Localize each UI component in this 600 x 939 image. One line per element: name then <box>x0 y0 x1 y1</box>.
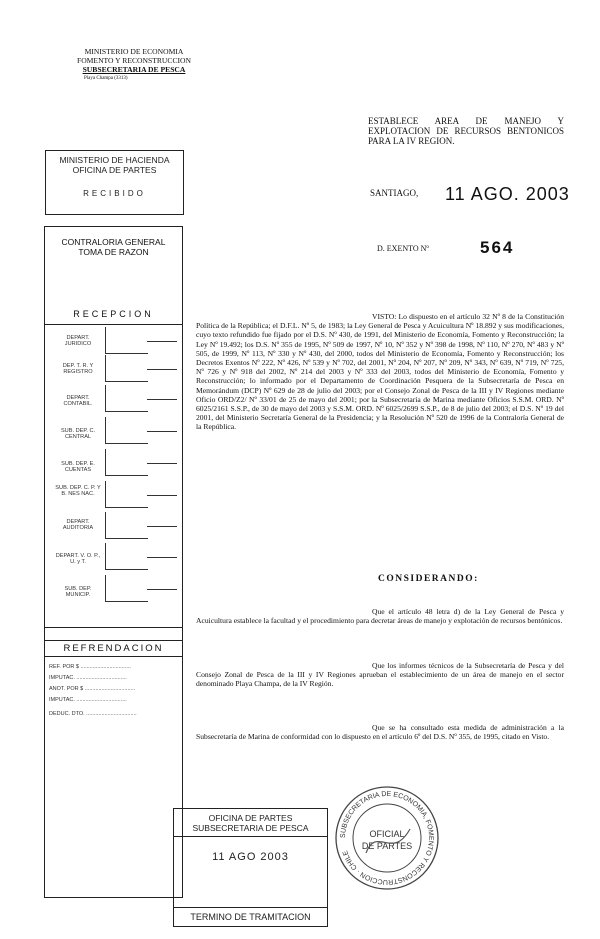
dept-registro: DEP. T. R. Y REGISTRO <box>62 363 94 376</box>
letterhead-subsecretaria: SUBSECRETARIA DE PESCA <box>82 65 186 74</box>
considerando-2: Que los informes técnicos de la Subsecretaría de Pesca y del Consejo Zonal de Pesca de la III y IV Regiones aprueban el establecimiento de un área de manejo en el sector denominado Playa Champa, de la IV Región. <box>196 661 564 689</box>
exento-number: 564 <box>480 238 515 257</box>
ofic-stamp-line2: SUBSECRETARIA DE PESCA <box>174 823 327 837</box>
exento-label: D. EXENTO Nº <box>377 244 429 253</box>
seal-center-partes: DE PARTES <box>361 841 413 851</box>
dept-municip: SUB. DEP. MUNICIP. <box>64 586 92 599</box>
decree-date-stamp: 11 AGO. 2003 <box>445 184 570 204</box>
dept-box <box>105 385 148 412</box>
ref-row: IMPUTAC. ................................. <box>49 675 127 681</box>
dept-box <box>105 327 148 354</box>
dept-central: SUB. DEP. C. CENTRAL <box>60 428 96 441</box>
letterhead-reference: Playa Champa (3313) <box>84 76 128 81</box>
letterhead-ministry: MINISTERIO DE ECONOMIA <box>84 47 184 56</box>
dept-line <box>147 589 177 590</box>
oficina-partes-stamp <box>173 808 328 927</box>
dept-line <box>147 369 177 370</box>
dept-line <box>147 463 177 464</box>
place-label: SANTIAGO, <box>370 188 419 198</box>
seal-center-oficial: OFICIAL <box>369 829 405 839</box>
dept-line <box>147 341 177 342</box>
ofic-stamp-line1: OFICINA DE PARTES <box>208 813 293 823</box>
dept-box <box>105 543 148 570</box>
decree-title: ESTABLECE AREA DE MANEJO Y EXPLOTACION DE RECURSOS BENTONICOS PARA LA IV REGION. <box>368 116 564 146</box>
contraloria-divider <box>45 627 182 628</box>
dept-auditoria: DEPART. AUDITORIA <box>62 519 94 532</box>
dept-box <box>105 575 148 602</box>
dept-box <box>105 449 148 476</box>
hacienda-received-stamp <box>45 150 184 215</box>
dept-contabil: DEPART. CONTABIL. <box>63 395 93 408</box>
ref-row: ANOT. POR $ ................................. <box>49 686 136 692</box>
considerando-1: Que el artículo 48 letra d) de la Ley General de Pesca y Acuicultura establece la facultad y el procedimiento para decretar áreas de manejo y explotación de recursos bentónicos. <box>196 607 564 626</box>
letterhead-fomento: FOMENTO Y RECONSTRUCCION <box>76 56 192 65</box>
dept-box <box>105 481 148 508</box>
dept-cuentas: SUB. DEP. E. CUENTAS <box>61 461 95 474</box>
ofic-stamp-date: 11 AGO 2003 <box>212 851 289 863</box>
visto-paragraph: VISTO: Lo dispuesto en el artículo 32 Nº 8 de la Constitución Política de la República; el D.F.L. Nº 5, de 1983; la Ley General de Pesca y Acuicultura Nº 18.892 y sus modificaciones, cuyo texto refundido fue fijado por el D.S. Nº 430, de 1991, del Ministerio de Economía, Fomento y Reconstrucción; la Ley Nº 19.492; los D.S. Nº 355 de 1995, Nº 509 de 1997, Nº 10, Nº 352 y Nº 398 de 1998, Nº 110, Nº 270, Nº 483 y Nº 505, de 1999, Nº 113, Nº 330 y Nº 430, del 2000, todos del Ministerio de Economía, Fomento y Reconstrucción; los Decretos Exentos Nº 222, Nº 426, Nº 539 y Nº 702, del 2001, Nº 204, Nº 207, Nº 209, Nº 343, Nº 639, Nº 719, Nº 725, Nº 726 y Nº 918 del 2002, Nº 214 del 2003 y Nº 333 del 2003, todos del Ministerio de Economía, Fomento y Reconstrucción; lo informado por el Departamento de Coordinación Pesquera de la Subsecretaría de Pesca en Memorándum (DCP) Nº 629 de 28 de julio del 2003; por el Consejo Zonal de Pesca de la III y IV Regiones mediante Oficio ORD/Z2/ Nº 33/01 de 25 de mayo del 2001; por la Subsecretaría de Marina mediante Oficios S.S.M. ORD. Nº 6025/2161 S.S.P., de 30 de mayo del 2003 y S.S.M. ORD. Nº 6025/2699 S.S.P., de 8 de julio del 2003; el D.S. Nº 19 del 2001, del Ministerio Secretaría General de la Presidencia; y la Resolución Nº 520 de 1996 de la Contraloría General de la República. <box>196 312 564 432</box>
seal-ring-path: SUBSECRETARIA DE ECONOMIA, FOMENTO Y RECONSTRUCCION · CHILE <box>339 790 435 886</box>
ref-row: REF. POR $ ................................. <box>49 664 131 670</box>
contraloria-reception: RECEPCION <box>73 309 154 319</box>
refrendacion-heading: REFRENDACION <box>45 640 182 657</box>
contraloria-line2: TOMA DE RAZON <box>78 247 149 257</box>
considerando-heading: CONSIDERANDO: <box>378 574 479 584</box>
dept-line <box>147 495 177 496</box>
ref-row: IMPUTAC. ................................. <box>49 697 127 703</box>
letterhead <box>44 47 224 83</box>
dept-vop: DEPART. V. O. P., U. y T. <box>55 553 101 566</box>
ref-row: DEDUC. DTO. ................................. <box>49 711 137 717</box>
dept-line <box>147 431 177 432</box>
dept-line <box>147 557 177 558</box>
hacienda-stamp-ministry: MINISTERIO DE HACIENDA <box>59 155 170 165</box>
considerando-3: Que se ha consultado esta medida de administración a la Subsecretaría de Marina de conformidad con lo dispuesto en el artículo 6º del D.S. Nº 355, de 1995, citado en Visto. <box>196 723 564 742</box>
dept-box <box>105 512 148 539</box>
contraloria-panel <box>44 226 183 898</box>
hacienda-stamp-office: OFICINA DE PARTES <box>72 165 157 175</box>
dept-box <box>105 355 148 382</box>
dept-line <box>147 526 177 527</box>
dept-bienes: SUB. DEP. C. P. Y B. NES NAC. <box>55 485 101 498</box>
hacienda-stamp-received: RECIBIDO <box>83 189 146 198</box>
dept-line <box>147 399 177 400</box>
dept-box <box>105 417 148 444</box>
contraloria-line1: CONTRALORIA GENERAL <box>61 237 166 247</box>
contraloria-title <box>45 237 182 257</box>
contraloria-divider <box>45 324 182 325</box>
ofic-stamp-termino: TERMINO DE TRAMITACION <box>174 907 327 926</box>
official-seal-icon <box>332 783 442 893</box>
dept-juridico: DEPART. JURIDICO <box>64 335 92 348</box>
